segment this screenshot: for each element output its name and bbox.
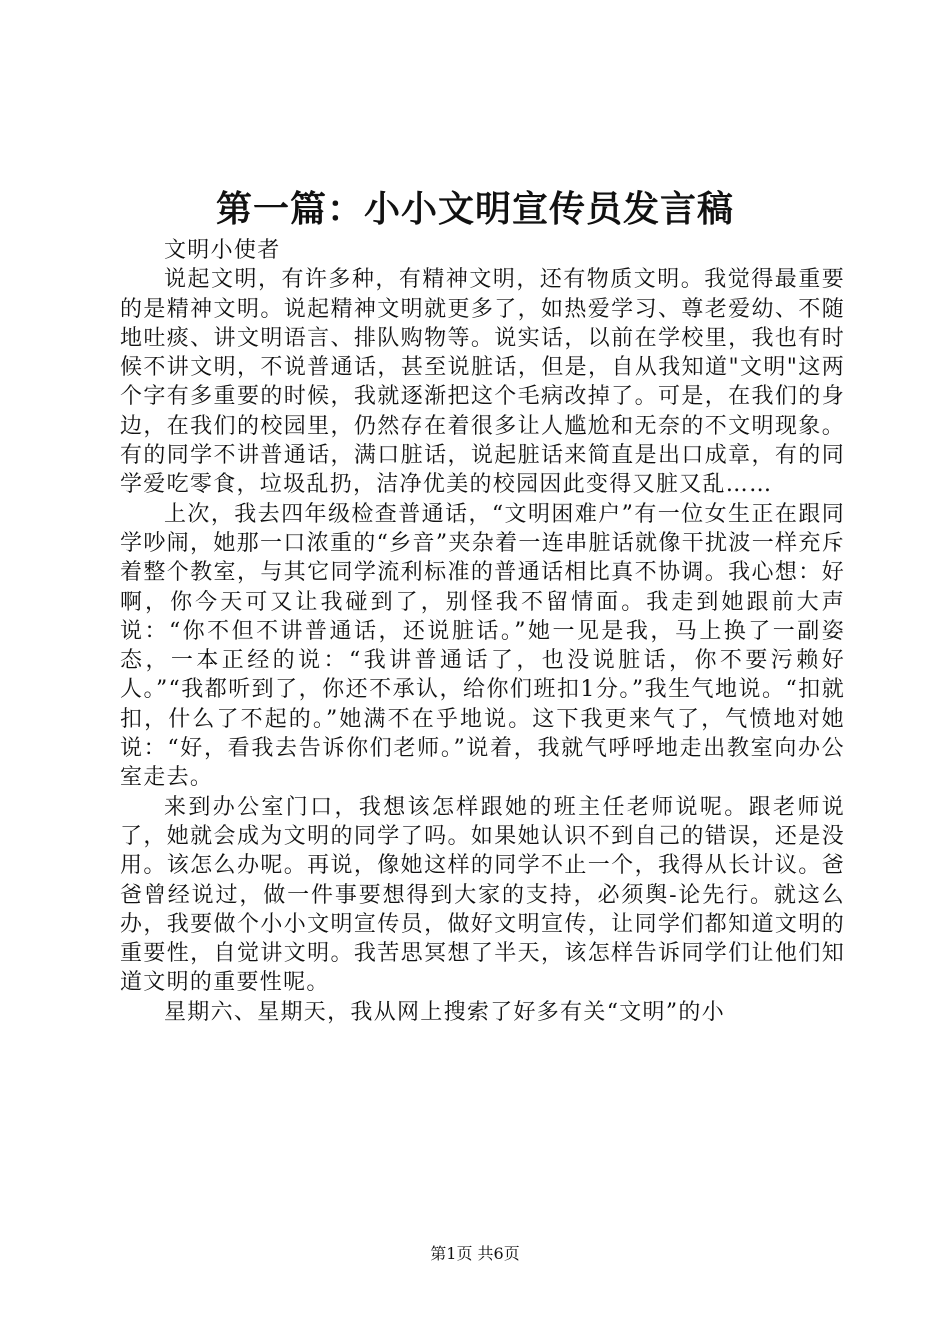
paragraph-1: 说起文明，有许多种，有精神文明，还有物质文明。我觉得最重要的是精神文明。说起精神文明就更多了，如热爱学习、尊老爱幼、不随地吐痰、讲文明语言、排队购物等。说实话，以前在学校里，我也有时候不讲文明，不说普通话，甚至说脏话，但是，自从我知道"文明"这两个字有多重要的时候，我就逐渐把这个毛病改掉了。可是，在我们的身边，在我们的校园里，仍然存在着很多让人尴尬和无奈的不文明现象。有的同学不讲普通话，满口脏话，说起脏话来简直是出口成章，有的同学爱吃零食，垃圾乱扔，洁净优美的校园因此变得又脏又乱……: [120, 267, 845, 498]
page-footer: 第1页 共6页: [430, 1244, 520, 1263]
author-line: 文明小使者: [164, 238, 281, 263]
paragraph-2: 上次，我去四年级检查普通话，“文明困难户”有一位女生正在跟同学吵闹，她那一口浓重的“乡音”夹杂着一连串脏话就像干扰波一样充斥着整个教室，与其它同学流利标准的普通话相比真不协调。我心想：好啊，你今天可又让我碰到了，别怪我不留情面。我走到她跟前大声说：“你不但不讲普通话，还说脏话。”她一见是我，马上换了一副姿态，一本正经的说：“我讲普通话了，也没说脏话，你不要污赖好人。”“我都听到了，你还不承认，给你们班扣1分。”我生气地说。“扣就扣，什么了不起的。”她满不在乎地说。这下我更来气了，气愤地对她说：“好，看我去告诉你们老师。”说着，我就气呼呼地走出教室向办公室走去。: [120, 501, 845, 791]
document-body: [120, 236, 845, 1027]
document-title: 第一篇：小小文明宣传员发言稿: [215, 188, 734, 230]
paragraph-3: 来到办公室门口，我想该怎样跟她的班主任老师说呢。跟老师说了，她就会成为文明的同学了吗。如果她认识不到自己的错误，还是没用。该怎么办呢。再说，像她这样的同学不止一个，我得从长计议。爸爸曾经说过，做一件事要想得到大家的支持，必须舆-论先行。就这么办，我要做个小小文明宣传员，做好文明宣传，让同学们都知道文明的重要性，自觉讲文明。我苦思冥想了半天，该怎样告诉同学们让他们知道文明的重要性呢。: [120, 794, 845, 996]
paragraph-4: 星期六、星期天，我从网上搜索了好多有关“文明”的小: [164, 999, 725, 1025]
